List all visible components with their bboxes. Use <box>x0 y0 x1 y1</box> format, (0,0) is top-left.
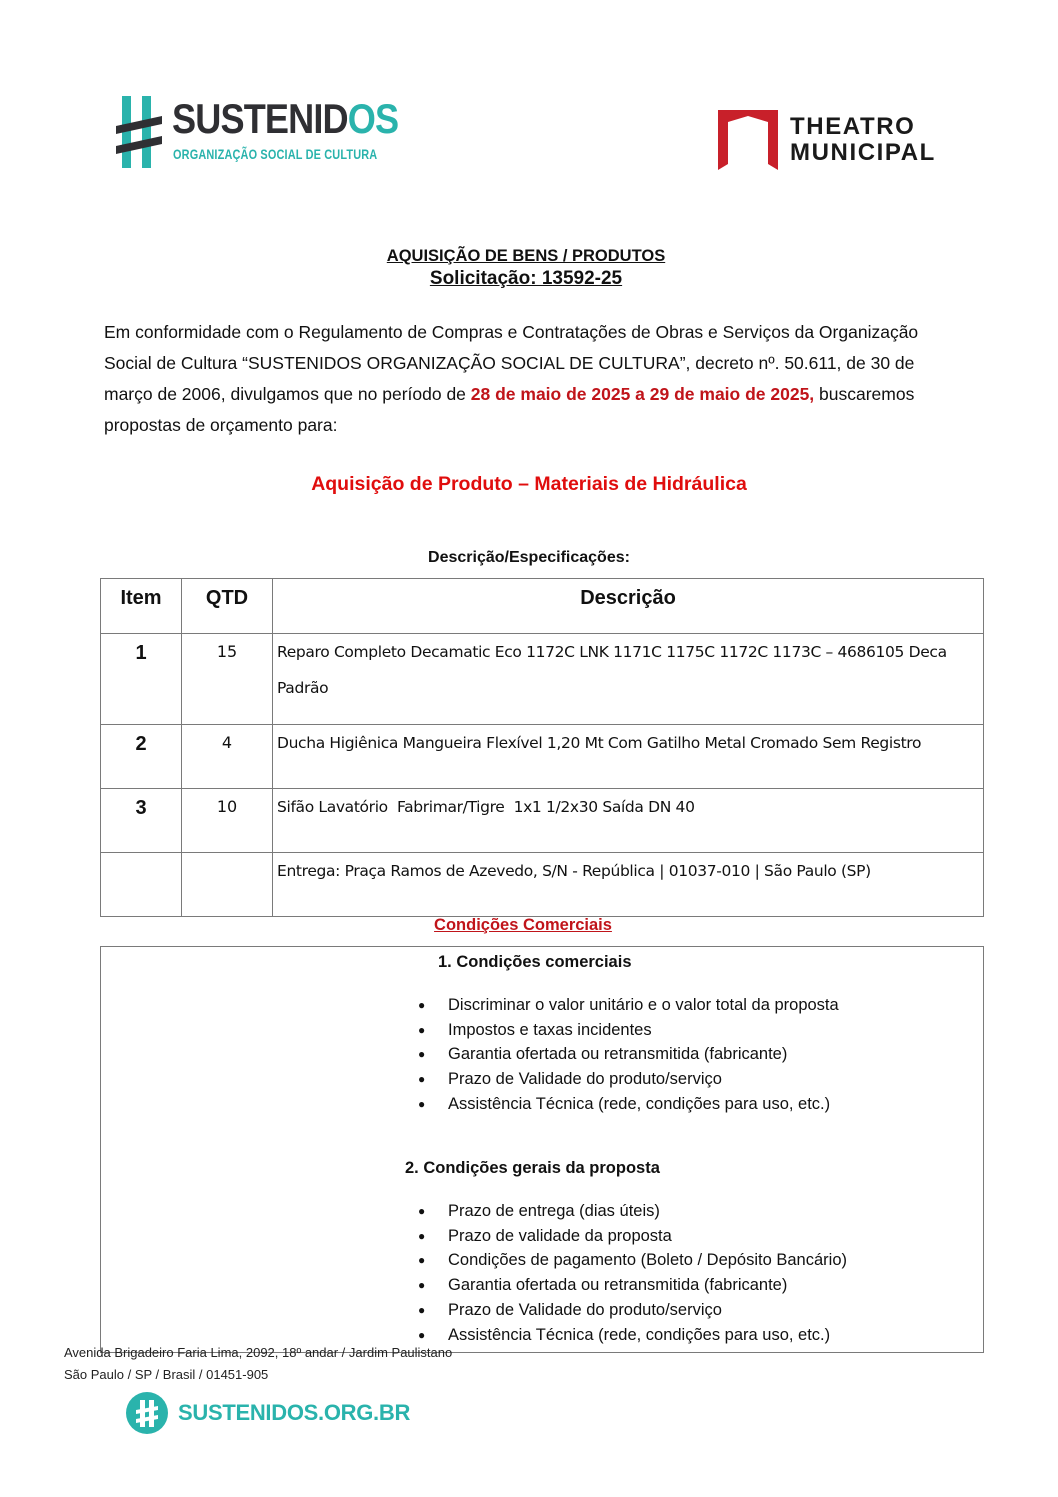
list-item-text: Condições de pagamento (Boleto / Depósito Bancário) <box>448 1251 847 1270</box>
list-item <box>418 1323 847 1348</box>
hash-icon <box>116 94 166 170</box>
specs-label: Descrição/Especificações: <box>428 549 630 566</box>
hash-circle-icon <box>126 1392 168 1434</box>
sustenidos-logo <box>116 94 399 170</box>
list-item <box>418 1018 839 1043</box>
list-item-text: Prazo de Validade do produto/serviço <box>448 1300 722 1319</box>
list-item <box>418 1067 839 1092</box>
item-number: 1 <box>101 634 182 725</box>
theatro-line2: MUNICIPAL <box>790 139 936 166</box>
list-item <box>418 1248 847 1273</box>
period-highlight: 28 de maio de 2025 a 29 de maio de 2025, <box>470 384 815 404</box>
bullet-icon: ● <box>418 1327 426 1342</box>
document-title: AQUISIÇÃO DE BENS / PRODUTOS <box>386 247 666 265</box>
item-number: 3 <box>101 789 182 853</box>
item-desc: Ducha Higiênica Mangueira Flexível 1,20 Mt Com Gatilho Metal Cromado Sem Registro <box>273 725 984 789</box>
table-row <box>101 725 984 789</box>
conditions-section-2-list <box>418 1199 847 1347</box>
item-qtd <box>182 853 273 917</box>
footer-address-line1: Avenida Brigadeiro Faria Lima, 2092, 18º andar / Jardim Paulistano <box>64 1345 453 1360</box>
list-item-text: Garantia ofertada ou retransmitida (fabricante) <box>448 1045 788 1064</box>
list-item <box>418 1224 847 1249</box>
list-item <box>418 1199 847 1224</box>
bullet-icon: ● <box>418 1278 426 1293</box>
table-header-row <box>101 579 984 634</box>
bullet-icon: ● <box>418 1253 426 1268</box>
list-item-text: Assistência Técnica (rede, condições para uso, etc.) <box>448 1094 831 1113</box>
list-item-text: Impostos e taxas incidentes <box>448 1020 652 1039</box>
header-qtd: QTD <box>182 579 273 634</box>
item-number: 2 <box>101 725 182 789</box>
intro-text: Em conformidade com o Regulamento de Compras e Contratações de Obras e Serviços da Organização Social de Cultura “SUSTENIDOS ORGANIZAÇÃO SOCIAL DE CULTURA”, decreto nº. 50.611, de 30 de março de 2006, divulgamos que no período de <box>104 322 919 404</box>
list-item-text: Prazo de Validade do produto/serviço <box>448 1070 722 1089</box>
conditions-title: Condições Comerciais <box>434 916 612 934</box>
intro-text-end: buscaremos propostas de orçamento para: <box>104 384 915 435</box>
bullet-icon: ● <box>418 1228 426 1243</box>
conditions-section-1-list <box>418 993 839 1117</box>
item-qtd: 10 <box>182 789 273 853</box>
list-item-text: Discriminar o valor unitário e o valor total da proposta <box>448 996 839 1014</box>
item-number <box>101 853 182 917</box>
items-table <box>100 578 984 917</box>
conditions-box <box>100 946 984 1353</box>
item-desc: Reparo Completo Decamatic Eco 1172C LNK 1171C 1175C 1172C 1173C – 4686105 Deca Padrão <box>273 634 984 725</box>
header-desc: Descrição <box>273 579 984 634</box>
list-item-text: Prazo de validade da proposta <box>448 1226 672 1245</box>
delivery-address: Entrega: Praça Ramos de Azevedo, S/N - República | 01037-010 | São Paulo (SP) <box>273 853 984 917</box>
list-item <box>418 1273 847 1298</box>
sustenidos-wordmark: SUSTENIDOS <box>172 95 399 142</box>
bullet-icon: ● <box>418 998 426 1012</box>
bullet-icon: ● <box>418 1204 426 1218</box>
bullet-icon: ● <box>418 1072 426 1087</box>
subject-heading: Aquisição de Produto – Materiais de Hidráulica <box>311 473 747 495</box>
bullet-icon: ● <box>418 1096 426 1111</box>
item-qtd: 4 <box>182 725 273 789</box>
delivery-row <box>101 853 984 917</box>
theatro-line1: THEATRO <box>790 113 916 140</box>
intro-paragraph <box>104 317 954 441</box>
sustenidos-subtitle: ORGANIZAÇÃO SOCIAL DE CULTURA <box>173 146 378 162</box>
theatre-arch-icon <box>716 108 780 172</box>
list-item <box>418 1042 839 1067</box>
bullet-icon: ● <box>418 1047 426 1062</box>
list-item-text: Garantia ofertada ou retransmitida (fabricante) <box>448 1276 788 1295</box>
list-item <box>418 1092 839 1117</box>
request-number: Solicitação: 13592-25 <box>429 268 623 289</box>
theatro-municipal-wordmark <box>790 114 936 166</box>
website-link[interactable]: SUSTENIDOS.ORG.BR <box>178 1400 411 1425</box>
footer-website-logo <box>126 1392 411 1436</box>
footer-address <box>64 1342 452 1386</box>
list-item <box>418 1298 847 1323</box>
conditions-section-1-heading: 1. Condições comerciais <box>438 953 632 971</box>
table-row <box>101 634 984 725</box>
list-item-text: Prazo de entrega (dias úteis) <box>448 1202 660 1220</box>
conditions-section-2-heading: 2. Condições gerais da proposta <box>405 1159 660 1177</box>
list-item <box>418 993 839 1018</box>
header-item: Item <box>101 579 182 634</box>
list-item-text: Assistência Técnica (rede, condições para uso, etc.) <box>448 1325 831 1344</box>
bullet-icon: ● <box>418 1022 426 1037</box>
footer-address-line2: São Paulo / SP / Brasil / 01451-905 <box>64 1367 269 1382</box>
table-row <box>101 789 984 853</box>
item-qtd: 15 <box>182 634 273 725</box>
theatro-municipal-logo <box>716 108 956 174</box>
bullet-icon: ● <box>418 1302 426 1317</box>
item-desc: Sifão Lavatório Fabrimar/Tigre 1x1 1/2x30 Saída DN 40 <box>273 789 984 853</box>
